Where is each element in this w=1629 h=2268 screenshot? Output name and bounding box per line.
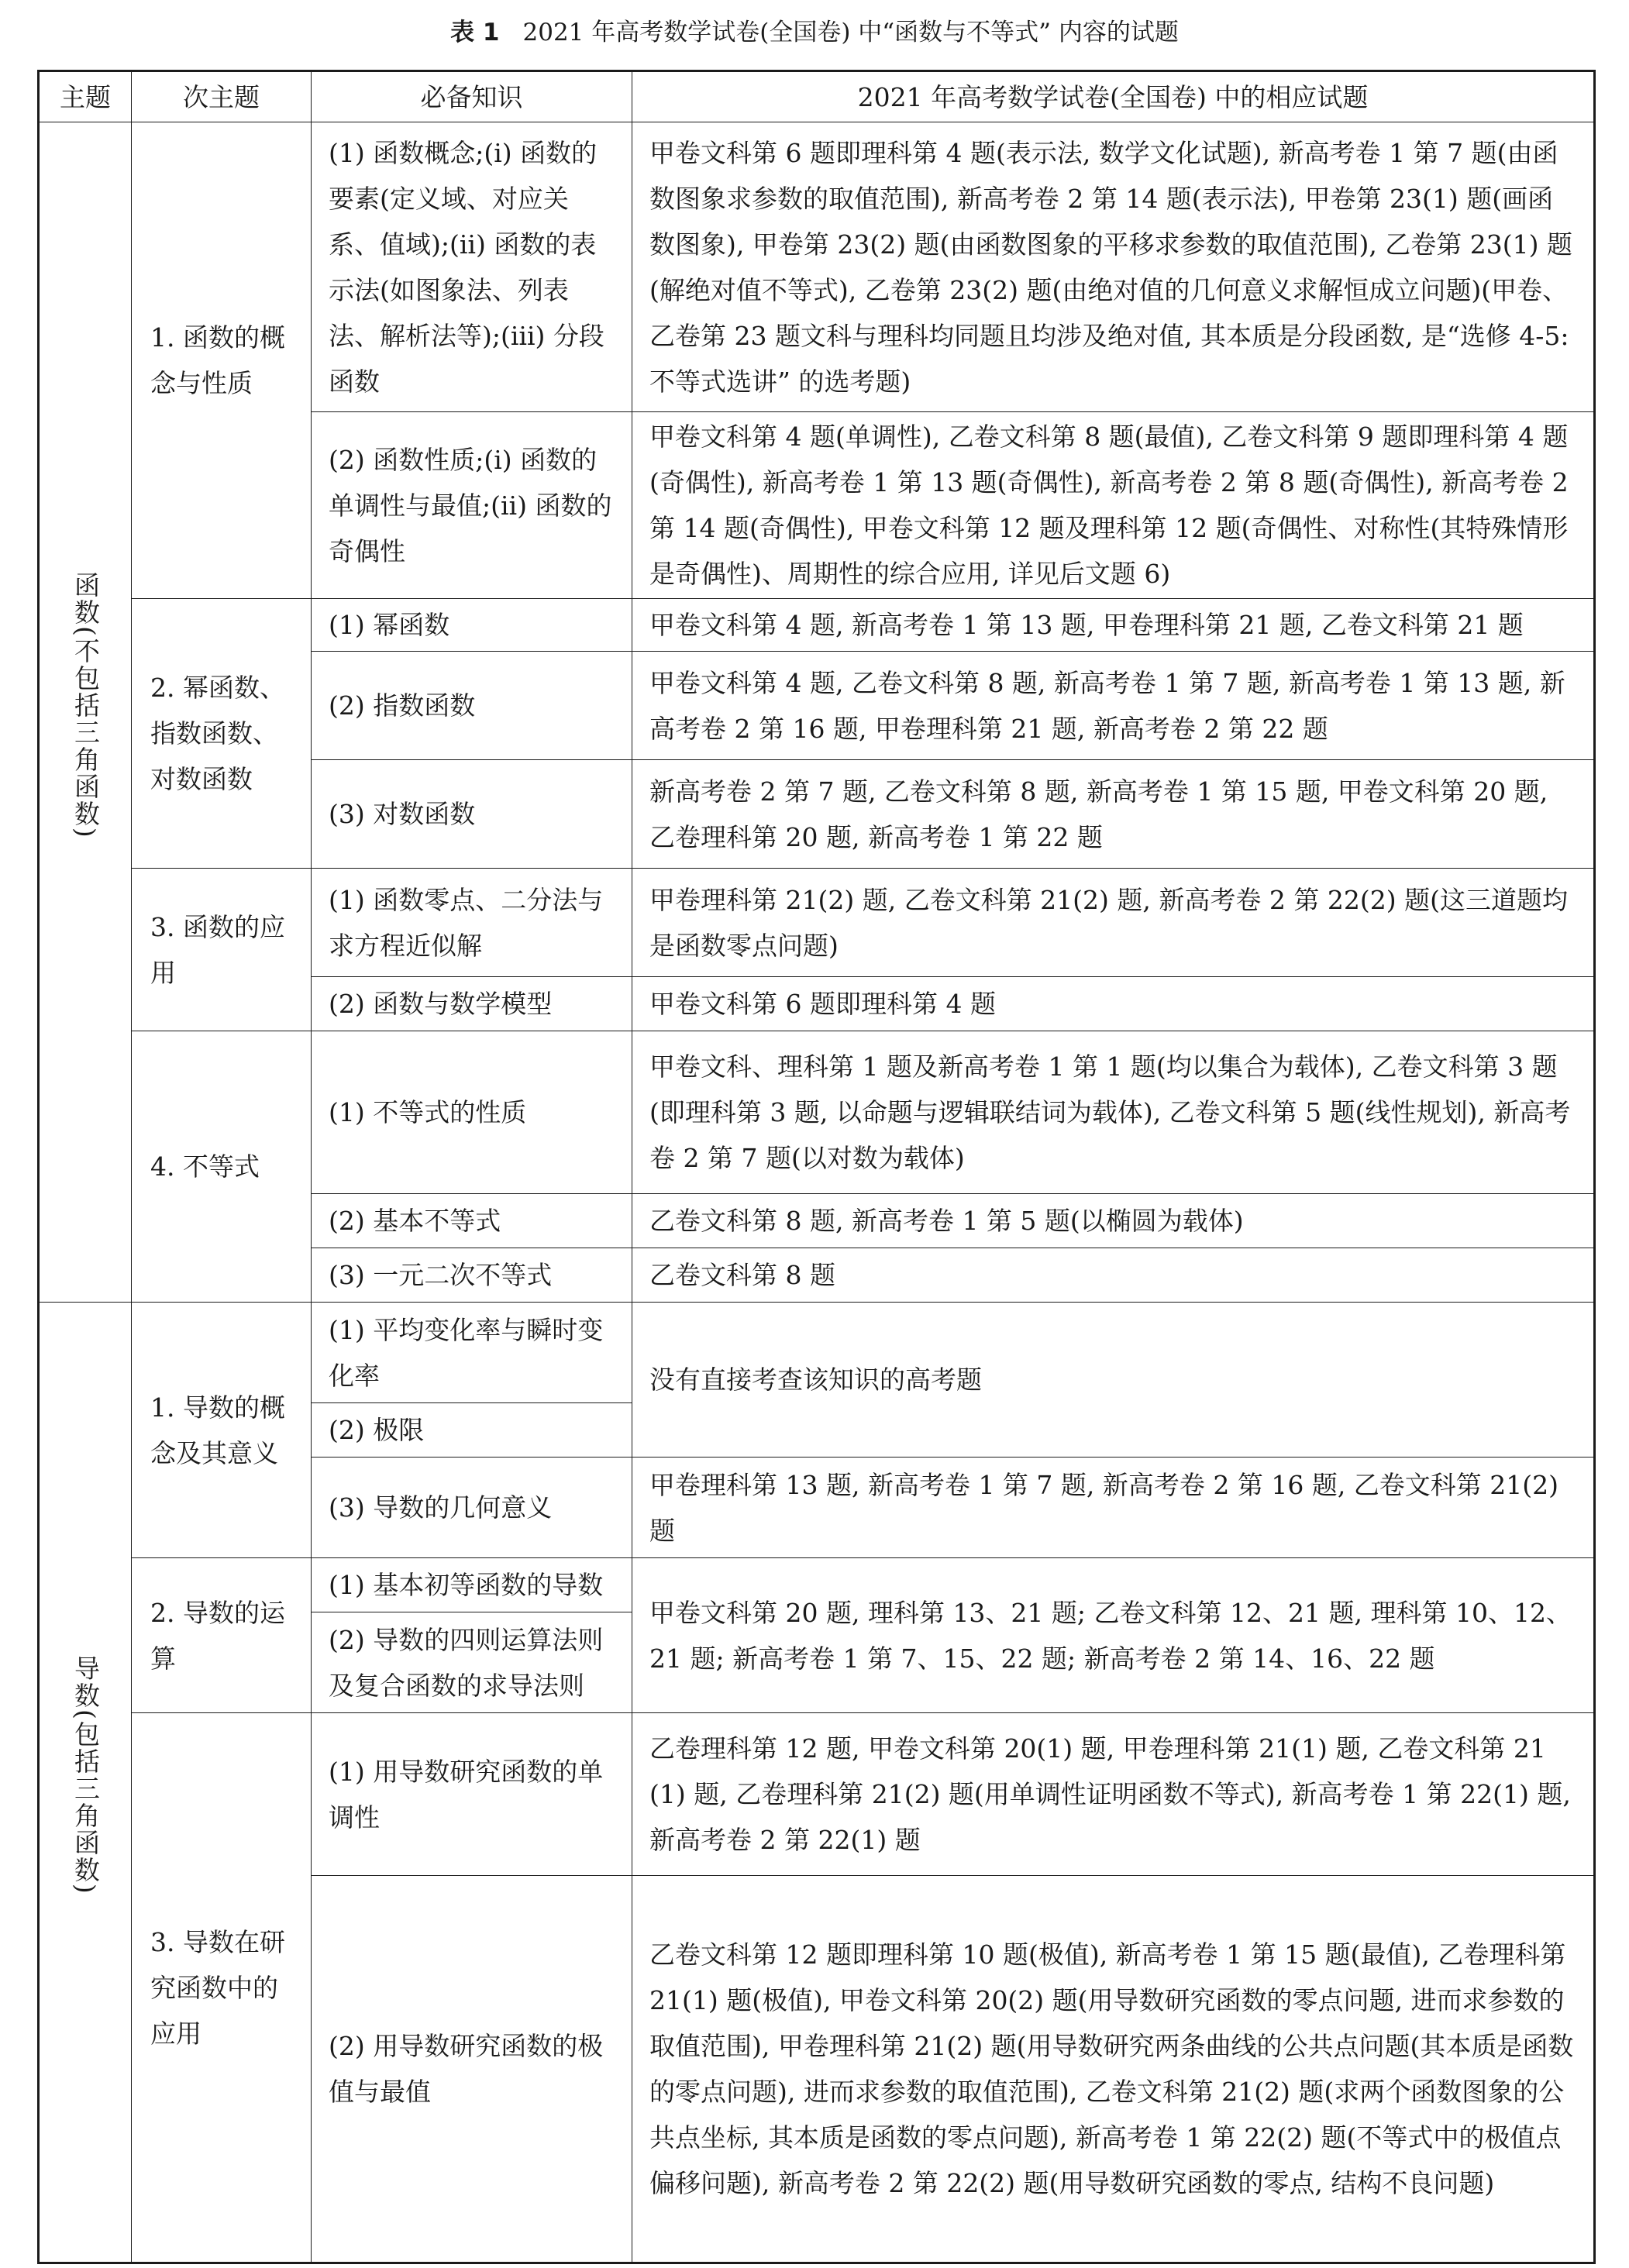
table-row [39, 1303, 1595, 1403]
table-row [39, 1558, 1595, 1612]
table-row [39, 869, 1595, 977]
questions-cell: 新高考卷 2 第 7 题, 乙卷文科第 8 题, 新高考卷 1 第 15 题, 甲卷文科第 20 题, 乙卷理科第 20 题, 新高考卷 1 第 22 题 [632, 760, 1595, 869]
header-subtopic: 次主题 [132, 71, 312, 122]
knowledge-cell: (1) 基本初等函数的导数 [312, 1558, 632, 1612]
questions-cell: 甲卷文科第 6 题即理科第 4 题(表示法, 数学文化试题), 新高考卷 1 第 7 题(由函数图象求参数的取值范围), 新高考卷 2 第 14 题(表示法), 甲卷第 23(1) 题(画函数图象), 甲卷第 23(2) 题(由函数图象的平移求参数的取值范围), 乙卷第 23(1) 题(解绝对值不等式), 乙卷第 23(2) 题(由绝对值的几何意义求解恒成立问题)(甲卷、乙卷第 23 题文科与理科均同题且均涉及绝对值, 其本质是分段函数, 是“选修 4-5: 不等式选讲” 的选考题) [632, 122, 1595, 412]
header-knowledge: 必备知识 [312, 71, 632, 122]
header-row [39, 71, 1595, 122]
knowledge-cell: (3) 一元二次不等式 [312, 1248, 632, 1303]
topic-cell [39, 1303, 132, 2263]
subtopic-cell: 3. 导数在研究函数中的应用 [132, 1713, 312, 2263]
knowledge-cell: (2) 指数函数 [312, 652, 632, 760]
knowledge-cell: (3) 导数的几何意义 [312, 1458, 632, 1558]
exam-content-table [37, 70, 1596, 2264]
questions-cell: 甲卷文科第 6 题即理科第 4 题 [632, 977, 1595, 1031]
topic-cell [39, 122, 132, 1303]
knowledge-cell: (2) 极限 [312, 1403, 632, 1458]
caption-label: 表 1 [450, 19, 500, 46]
questions-cell: 甲卷理科第 21(2) 题, 乙卷文科第 21(2) 题, 新高考卷 2 第 22(2) 题(这三道题均是函数零点问题) [632, 869, 1595, 977]
questions-cell: 甲卷理科第 13 题, 新高考卷 1 第 7 题, 新高考卷 2 第 16 题, 乙卷文科第 21(2) 题 [632, 1458, 1595, 1558]
knowledge-cell: (1) 用导数研究函数的单调性 [312, 1713, 632, 1876]
questions-cell: 甲卷文科第 4 题, 新高考卷 1 第 13 题, 甲卷理科第 21 题, 乙卷文科第 21 题 [632, 599, 1595, 652]
table-row [39, 1713, 1595, 1876]
questions-cell: 乙卷文科第 12 题即理科第 10 题(极值), 新高考卷 1 第 15 题(最值), 乙卷理科第 21(1) 题(极值), 甲卷文科第 20(2) 题(用导数研究函数的零点问题, 进而求参数的取值范围), 甲卷理科第 21(2) 题(用导数研究两条曲线的公共点问题(其本质是函数的零点问题), 进而求参数的取值范围), 乙卷文科第 21(2) 题(求两个函数图象的公共点坐标, 其本质是函数的零点问题), 新高考卷 1 第 22(2) 题(不等式中的极值点偏移问题), 新高考卷 2 第 22(2) 题(用导数研究函数的零点, 结构不良问题) [632, 1876, 1595, 2263]
knowledge-cell: (2) 基本不等式 [312, 1194, 632, 1248]
topic-label: 导数(包括三角函数) [71, 1655, 101, 1895]
questions-cell: 甲卷文科第 20 题, 理科第 13、21 题; 乙卷文科第 12、21 题, 理科第 10、12、21 题; 新高考卷 1 第 7、15、22 题; 新高考卷 2 第 14、16、22 题 [632, 1558, 1595, 1713]
knowledge-cell: (1) 函数零点、二分法与求方程近似解 [312, 869, 632, 977]
table-row [39, 122, 1595, 412]
table-caption [0, 14, 1629, 51]
questions-cell: 甲卷文科、理科第 1 题及新高考卷 1 第 1 题(均以集合为载体), 乙卷文科第 3 题(即理科第 3 题, 以命题与逻辑联结词为载体), 乙卷文科第 5 题(线性规划), 新高考卷 2 第 7 题(以对数为载体) [632, 1031, 1595, 1194]
knowledge-cell: (2) 函数与数学模型 [312, 977, 632, 1031]
questions-cell: 乙卷文科第 8 题 [632, 1248, 1595, 1303]
questions-cell: 甲卷文科第 4 题(单调性), 乙卷文科第 8 题(最值), 乙卷文科第 9 题即理科第 4 题(奇偶性), 新高考卷 1 第 13 题(奇偶性), 新高考卷 2 第 8 题(奇偶性), 新高考卷 2 第 14 题(奇偶性), 甲卷文科第 12 题及理科第 12 题(奇偶性、对称性(其特殊情形是奇偶性)、周期性的综合应用, 详见后文题 6) [632, 412, 1595, 599]
knowledge-cell: (3) 对数函数 [312, 760, 632, 869]
subtopic-cell: 2. 幂函数、指数函数、对数函数 [132, 599, 312, 869]
questions-cell: 甲卷文科第 4 题, 乙卷文科第 8 题, 新高考卷 1 第 7 题, 新高考卷 1 第 13 题, 新高考卷 2 第 16 题, 甲卷理科第 21 题, 新高考卷 2 第 22 题 [632, 652, 1595, 760]
knowledge-cell: (1) 函数概念;(ⅰ) 函数的要素(定义域、对应关系、值域);(ⅱ) 函数的表示法(如图象法、列表法、解析法等);(ⅲ) 分段函数 [312, 122, 632, 412]
header-topic: 主题 [39, 71, 132, 122]
knowledge-cell: (1) 平均变化率与瞬时变化率 [312, 1303, 632, 1403]
questions-cell: 乙卷文科第 8 题, 新高考卷 1 第 5 题(以椭圆为载体) [632, 1194, 1595, 1248]
knowledge-cell: (2) 函数性质;(ⅰ) 函数的单调性与最值;(ⅱ) 函数的奇偶性 [312, 412, 632, 599]
subtopic-cell: 4. 不等式 [132, 1031, 312, 1303]
knowledge-cell: (1) 幂函数 [312, 599, 632, 652]
knowledge-cell: (1) 不等式的性质 [312, 1031, 632, 1194]
caption-title: 2021 年高考数学试卷(全国卷) 中“函数与不等式” 内容的试题 [522, 19, 1179, 46]
questions-cell: 乙卷理科第 12 题, 甲卷文科第 20(1) 题, 甲卷理科第 21(1) 题, 乙卷文科第 21(1) 题, 乙卷理科第 21(2) 题(用单调性证明函数不等式), 新高考卷 1 第 22(1) 题, 新高考卷 2 第 22(1) 题 [632, 1713, 1595, 1876]
subtopic-cell: 3. 函数的应用 [132, 869, 312, 1031]
knowledge-cell: (2) 用导数研究函数的极值与最值 [312, 1876, 632, 2263]
subtopic-cell: 2. 导数的运算 [132, 1558, 312, 1713]
topic-label: 函数(不包括三角函数) [71, 571, 101, 839]
header-questions: 2021 年高考数学试卷(全国卷) 中的相应试题 [632, 71, 1595, 122]
subtopic-cell: 1. 函数的概念与性质 [132, 122, 312, 599]
table-row [39, 1031, 1595, 1194]
subtopic-cell: 1. 导数的概念及其意义 [132, 1303, 312, 1558]
knowledge-cell: (2) 导数的四则运算法则及复合函数的求导法则 [312, 1612, 632, 1713]
questions-cell: 没有直接考查该知识的高考题 [632, 1303, 1595, 1458]
table-row [39, 599, 1595, 652]
